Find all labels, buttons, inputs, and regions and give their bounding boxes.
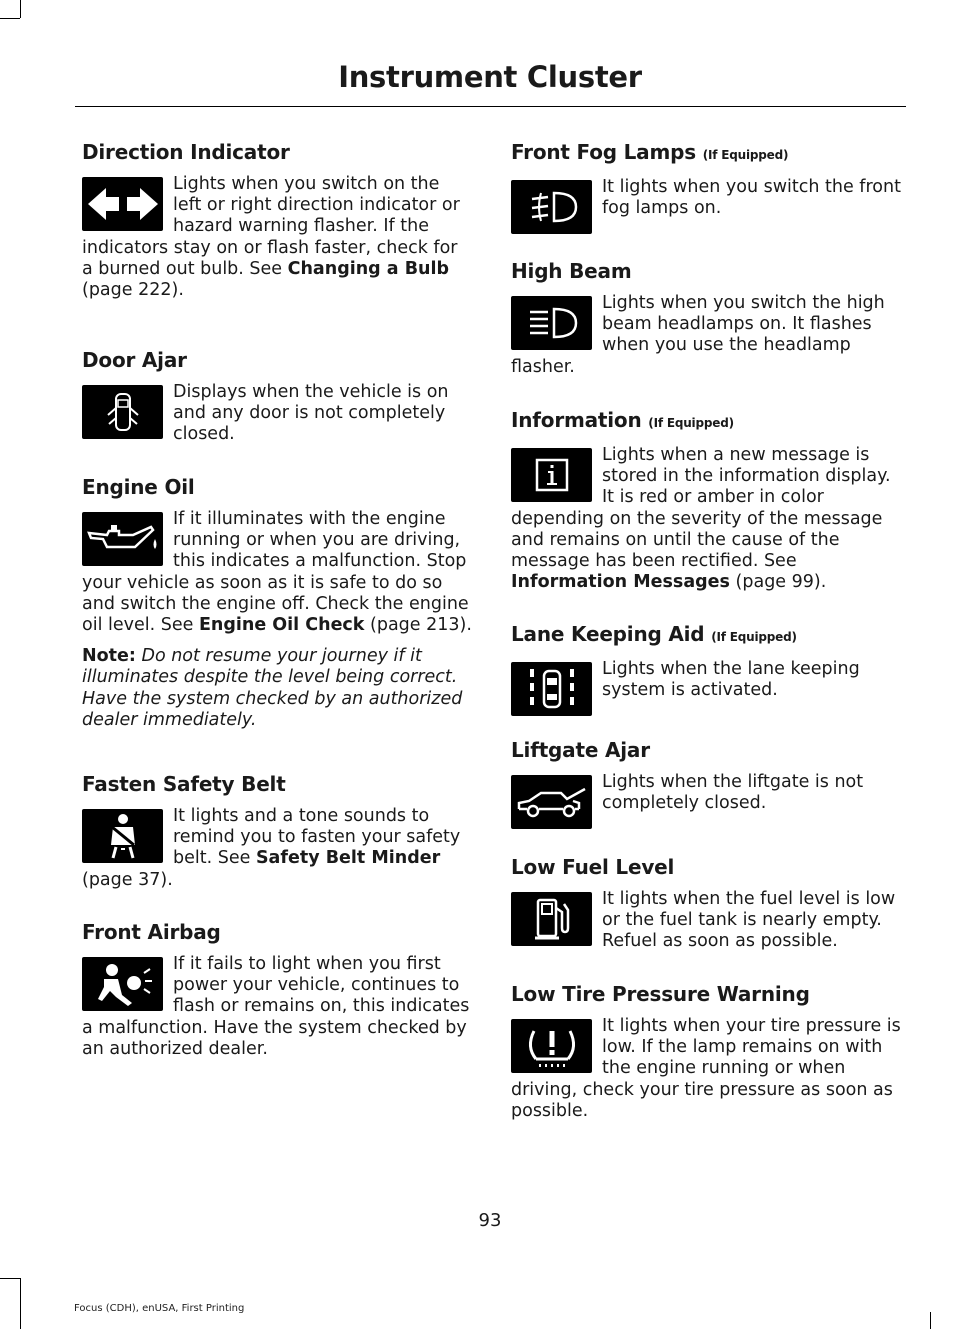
page-number: 93 — [478, 1210, 502, 1231]
crop-mark — [0, 1278, 20, 1279]
section-body — [511, 1016, 901, 1122]
page-reference: (page 99). — [729, 572, 827, 593]
seat-belt-icon — [82, 809, 163, 863]
section-front-fog-lamps — [511, 140, 901, 259]
section-body — [82, 954, 472, 1060]
section-engine-oil — [82, 475, 472, 772]
section-title: Low Fuel Level — [511, 855, 675, 879]
page-title: Instrument Cluster — [338, 60, 642, 94]
section-title: Engine Oil — [82, 475, 195, 499]
info-icon — [511, 448, 592, 502]
crop-mark — [0, 18, 20, 19]
section-title-text: Front Fog Lamps — [511, 140, 696, 164]
if-equipped-qualifier: (If Equipped) — [648, 416, 734, 430]
note — [82, 646, 472, 731]
section-low-tire-pressure — [511, 982, 901, 1122]
section-body — [511, 659, 901, 701]
section-title — [511, 622, 901, 649]
left-column — [82, 140, 472, 1060]
section-fasten-safety-belt — [82, 772, 472, 920]
title-divider — [75, 106, 906, 107]
section-lane-keeping-aid — [511, 622, 901, 738]
section-body — [82, 382, 472, 446]
section-body — [511, 293, 901, 378]
cross-reference-link[interactable]: Information Messages — [511, 572, 730, 593]
section-text: If it fails to light when you first power your vehicle, continues to flash or remains on, this indicates a malfunction. Have the system checked by an authorized dealer. — [82, 954, 470, 1059]
fuel-pump-icon — [511, 892, 592, 946]
airbag-icon — [82, 957, 163, 1011]
section-text: If it illuminates with the engine running or when you are driving, this indicates a malfunction. Stop your vehicle as soon as it is safe to do so and switch the engine off. Check the engine oil level. See — [82, 509, 469, 636]
section-title: Front Airbag — [82, 920, 221, 944]
high-beam-icon — [511, 296, 592, 350]
section-title: Fasten Safety Belt — [82, 772, 286, 796]
section-text: Lights when you switch the high beam headlamps on. It flashes when you use the headlamp flasher. — [511, 293, 885, 377]
car-door-open-icon — [82, 385, 163, 439]
note-label: Note: — [82, 646, 136, 667]
section-body — [82, 509, 472, 636]
section-text: Displays when the vehicle is on and any door is not completely closed. — [173, 382, 449, 445]
section-title: High Beam — [511, 259, 632, 283]
section-title: Door Ajar — [82, 348, 187, 372]
section-text: It lights and a tone sounds to remind you to fasten your safety belt. See — [173, 806, 461, 869]
page-reference: (page 222). — [82, 280, 184, 301]
section-text: Lights when a new message is stored in the information display. It is red or amber in color depending on the severity of the message and remains on until the cause of the message has been rectified. See — [511, 445, 891, 572]
section-title: Liftgate Ajar — [511, 738, 650, 762]
page-reference: (page 37). — [82, 869, 173, 890]
section-body — [511, 772, 901, 814]
cross-reference-link[interactable]: Changing a Bulb — [287, 258, 450, 279]
crop-mark — [20, 0, 21, 18]
tire-pressure-icon — [511, 1019, 592, 1073]
oil-can-icon — [82, 512, 163, 566]
if-equipped-qualifier: (If Equipped) — [702, 148, 789, 162]
liftgate-open-icon — [511, 775, 592, 829]
section-title: Low Tire Pressure Warning — [511, 982, 810, 1006]
section-text: It lights when the fuel level is low or the fuel tank is nearly empty. Refuel as soon as possible. — [602, 889, 896, 952]
section-body — [82, 806, 472, 891]
cross-reference-link[interactable]: Engine Oil Check — [198, 615, 365, 636]
section-title-text: Information — [511, 408, 642, 432]
section-door-ajar — [82, 348, 472, 475]
fog-lamp-icon — [511, 180, 592, 234]
section-front-airbag — [82, 920, 472, 1060]
section-information — [511, 408, 901, 622]
section-body — [511, 889, 901, 953]
section-high-beam — [511, 259, 901, 408]
lane-keeping-icon — [511, 662, 592, 716]
section-body — [511, 177, 901, 219]
section-text: Lights when the liftgate is not completely closed. — [602, 772, 864, 814]
section-text: Lights when you switch on the left or right direction indicator or hazard warning flasher. If the indicators stay on or flash faster, check for a burned out bulb. See — [82, 174, 460, 279]
section-liftgate-ajar — [511, 738, 901, 855]
right-column — [511, 140, 901, 1122]
direction-arrows-icon — [82, 177, 163, 231]
section-title — [511, 408, 901, 435]
footer-text: Focus (CDH), enUSA, First Printing — [74, 1303, 245, 1314]
crop-mark — [930, 1312, 931, 1329]
if-equipped-qualifier: (If Equipped) — [711, 630, 797, 644]
section-text: It lights when your tire pressure is low. If the lamp remains on with the engine running or when driving, check your tire pressure as soon as possible. — [511, 1016, 901, 1121]
note-text: Do not resume your journey if it illuminates despite the level being correct. Have the system checked by an authorized dealer immediately. — [82, 646, 463, 730]
cross-reference-link[interactable]: Safety Belt Minder — [255, 848, 441, 869]
section-low-fuel-level — [511, 855, 901, 982]
section-title — [511, 140, 901, 167]
section-title-text: Lane Keeping Aid — [511, 622, 705, 646]
crop-mark — [20, 1278, 21, 1329]
section-text: Lights when the lane keeping system is activated. — [602, 659, 860, 701]
section-body — [511, 445, 901, 593]
section-title: Direction Indicator — [82, 140, 290, 164]
section-body — [82, 174, 472, 301]
section-text: It lights when you switch the front fog lamps on. — [602, 177, 901, 219]
page-reference: (page 213). — [364, 615, 472, 636]
section-direction-indicator — [82, 140, 472, 348]
